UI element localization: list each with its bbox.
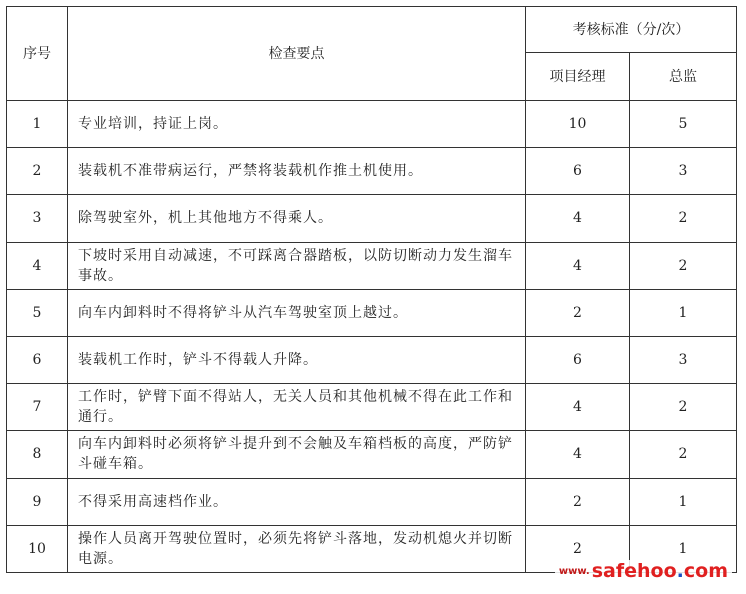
row-pm-score: 6 bbox=[526, 336, 630, 383]
site-watermark bbox=[555, 560, 732, 582]
row-director-score: 2 bbox=[630, 195, 737, 242]
row-pm-score: 2 bbox=[526, 525, 630, 572]
row-text: 除驾驶室外，机上其他地方不得乘人。 bbox=[68, 195, 526, 242]
table-row bbox=[7, 195, 737, 242]
row-seq: 8 bbox=[7, 431, 68, 478]
table-row bbox=[7, 148, 737, 195]
table-row bbox=[7, 478, 737, 525]
row-text: 专业培训，持证上岗。 bbox=[68, 101, 526, 148]
row-text: 下坡时采用自动减速，不可踩离合器踏板，以防切断动力发生溜车事故。 bbox=[68, 242, 526, 289]
row-seq: 9 bbox=[7, 478, 68, 525]
row-text: 工作时，铲臂下面不得站人，无关人员和其他机械不得在此工作和通行。 bbox=[68, 384, 526, 431]
table-row bbox=[7, 384, 737, 431]
table-row bbox=[7, 101, 737, 148]
row-text: 装载机不准带病运行，严禁将装载机作推土机使用。 bbox=[68, 148, 526, 195]
row-text: 操作人员离开驾驶位置时，必须先将铲斗落地，发动机熄火并切断电源。 bbox=[68, 525, 526, 572]
row-director-score: 1 bbox=[630, 289, 737, 336]
row-seq: 10 bbox=[7, 525, 68, 572]
row-director-score: 3 bbox=[630, 148, 737, 195]
watermark-dot: . bbox=[676, 560, 684, 582]
row-pm-score: 6 bbox=[526, 148, 630, 195]
row-seq: 2 bbox=[7, 148, 68, 195]
row-director-score: 1 bbox=[630, 525, 737, 572]
table-row bbox=[7, 242, 737, 289]
header-director: 总监 bbox=[630, 53, 737, 101]
table-row bbox=[7, 336, 737, 383]
header-item: 检查要点 bbox=[68, 7, 526, 101]
row-director-score: 1 bbox=[630, 478, 737, 525]
header-seq: 序号 bbox=[7, 7, 68, 101]
row-director-score: 2 bbox=[630, 242, 737, 289]
row-pm-score: 4 bbox=[526, 195, 630, 242]
row-seq: 4 bbox=[7, 242, 68, 289]
row-pm-score: 2 bbox=[526, 478, 630, 525]
row-seq: 6 bbox=[7, 336, 68, 383]
row-pm-score: 10 bbox=[526, 101, 630, 148]
watermark-prefix: www. bbox=[558, 565, 590, 577]
row-seq: 7 bbox=[7, 384, 68, 431]
inspection-table bbox=[6, 6, 737, 573]
row-director-score: 2 bbox=[630, 384, 737, 431]
row-director-score: 2 bbox=[630, 431, 737, 478]
row-pm-score: 4 bbox=[526, 431, 630, 478]
row-text: 向车内卸料时必须将铲斗提升到不会触及车箱档板的高度，严防铲斗碰车箱。 bbox=[68, 431, 526, 478]
row-pm-score: 4 bbox=[526, 242, 630, 289]
row-seq: 1 bbox=[7, 101, 68, 148]
row-director-score: 3 bbox=[630, 336, 737, 383]
row-seq: 3 bbox=[7, 195, 68, 242]
row-text: 装载机工作时，铲斗不得载人升降。 bbox=[68, 336, 526, 383]
row-pm-score: 2 bbox=[526, 289, 630, 336]
row-text: 不得采用高速档作业。 bbox=[68, 478, 526, 525]
row-pm-score: 4 bbox=[526, 384, 630, 431]
watermark-tld: com bbox=[683, 560, 728, 582]
row-director-score: 5 bbox=[630, 101, 737, 148]
table-row bbox=[7, 431, 737, 478]
row-text: 向车内卸料时不得将铲斗从汽车驾驶室顶上越过。 bbox=[68, 289, 526, 336]
row-seq: 5 bbox=[7, 289, 68, 336]
table-row bbox=[7, 289, 737, 336]
header-standard: 考核标准（分/次） bbox=[526, 7, 737, 53]
watermark-name: safehoo bbox=[591, 560, 677, 582]
header-project-manager: 项目经理 bbox=[526, 53, 630, 101]
